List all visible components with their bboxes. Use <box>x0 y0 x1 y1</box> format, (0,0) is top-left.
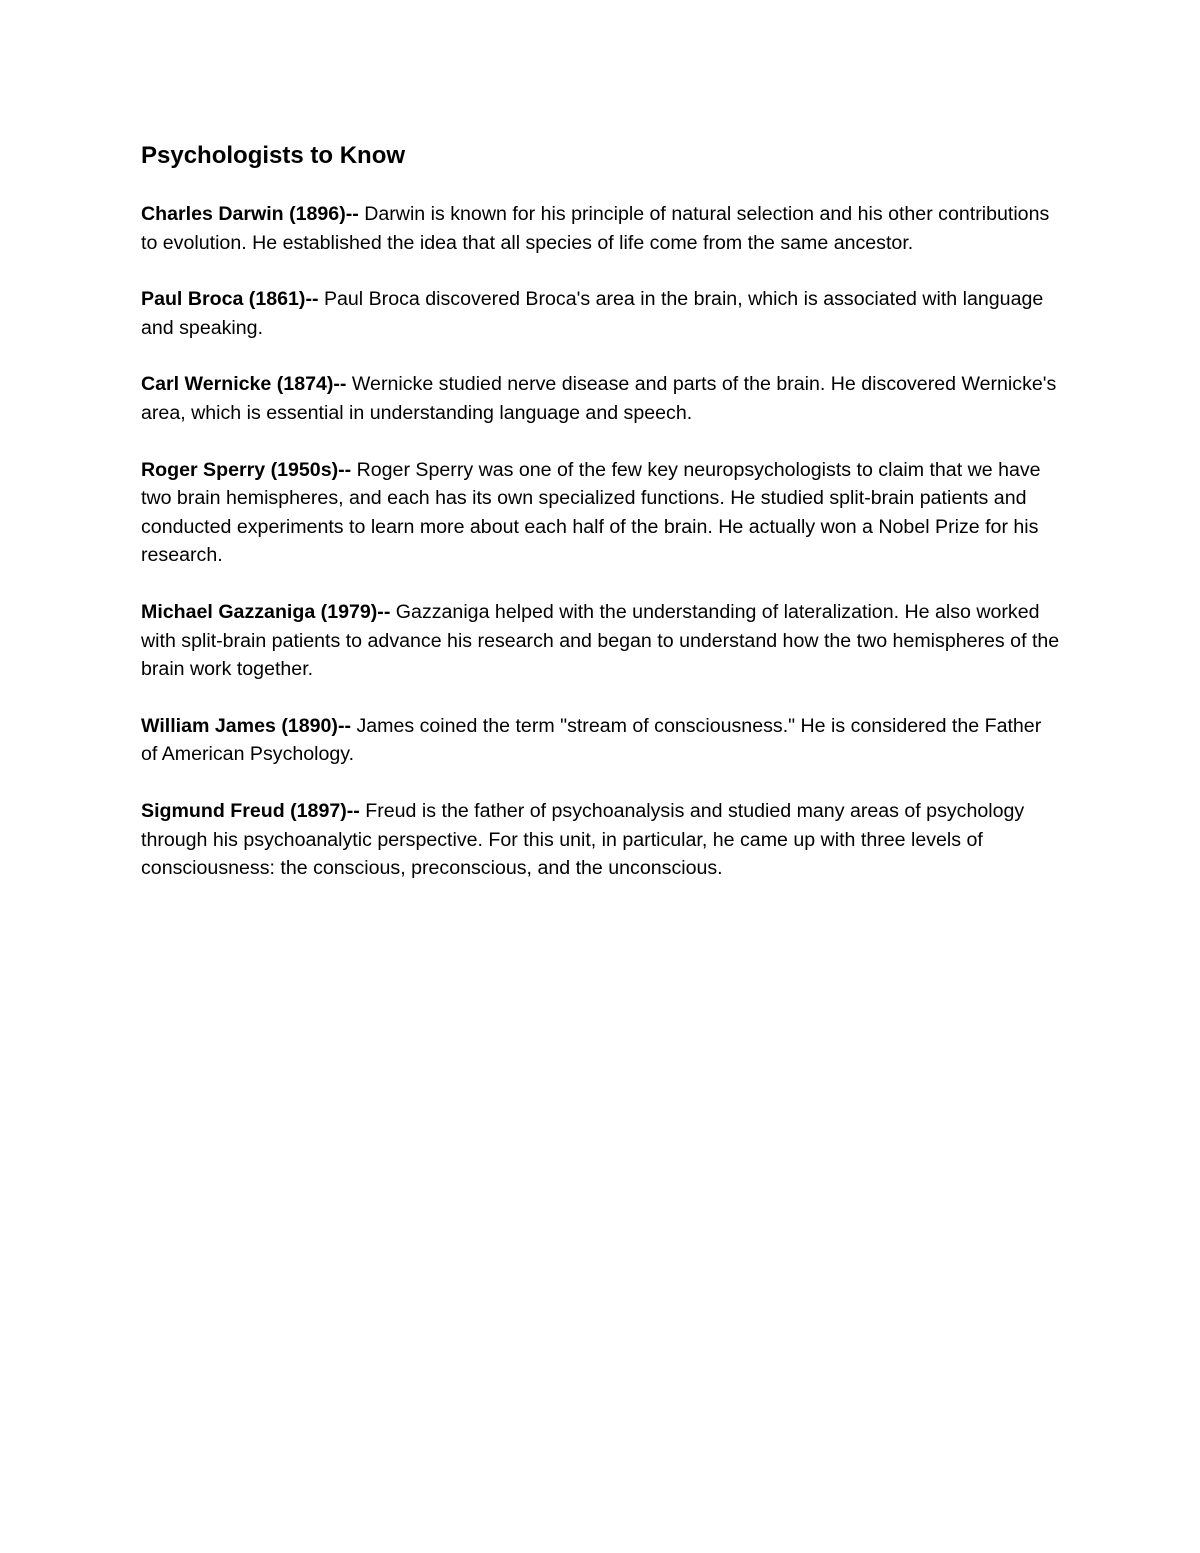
entry-text: Roger Sperry was one of the few key neuropsychologists to claim that we have two brain hemispheres, and each has its own specialized functions. He studied split-brain patients and conducted experiments to learn more about each half of the brain. He actually won a Nobel Prize for his research. <box>141 458 1041 567</box>
entry-text: Darwin is known for his principle of natural selection and his other contributions to evolution. He established the idea that all species of life come from the same ancestor. <box>141 203 1050 254</box>
entry-text: Paul Broca discovered Broca's area in the brain, which is associated with language and speaking. <box>141 288 1044 339</box>
entry-broca <box>141 285 1061 342</box>
psychologist-list <box>141 200 1060 883</box>
entry-gazzaniga <box>141 598 1061 684</box>
entry-name: Carl Wernicke (1874)-- <box>141 373 347 396</box>
entry-wernicke <box>141 370 1061 427</box>
entry-james <box>141 712 1061 769</box>
entry-darwin <box>141 200 1061 257</box>
entry-name: Charles Darwin (1896)-- <box>141 203 359 225</box>
entry-name: Paul Broca (1861)-- <box>141 288 319 311</box>
entry-name: William James (1890)-- <box>141 714 352 737</box>
entry-sperry <box>141 456 1061 570</box>
entry-name: Sigmund Freud (1897)-- <box>141 799 360 822</box>
entry-text: Freud is the father of psychoanalysis and studied many areas of psychology through his psychoanalytic perspective. For this unit, in particular, he came up with three levels of consciousness: the conscious, preconscious, and the unconscious. <box>141 799 1025 880</box>
entry-freud <box>141 797 1061 883</box>
entry-text: James coined the term "stream of consciousness." He is considered the Father of American Psychology. <box>141 714 1042 766</box>
entry-name: Michael Gazzaniga (1979)-- <box>141 600 391 623</box>
entry-name: Roger Sperry (1950s)-- <box>141 458 352 481</box>
page-title: Psychologists to Know <box>141 142 406 169</box>
entry-text: Wernicke studied nerve disease and parts of the brain. He discovered Wernicke's area, which is essential in understanding language and speech. <box>141 373 1057 424</box>
entry-text: Gazzaniga helped with the understanding of lateralization. He also worked with split-brain patients to advance his research and began to understand how the two hemispheres of the brain work together. <box>141 600 1060 681</box>
